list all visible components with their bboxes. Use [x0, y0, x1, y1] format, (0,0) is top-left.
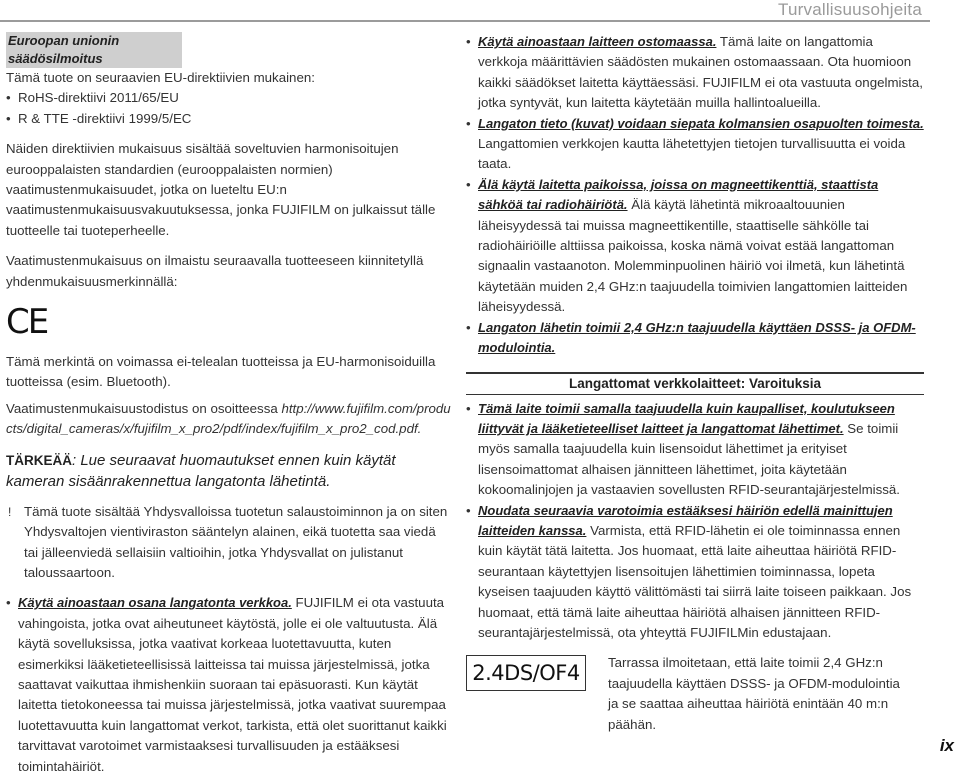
label-description: Tarrassa ilmoitetaan, että laite toimii 2,4 GHz:n taajuudella käyttäen DSSS- ja OFDM-modulointia ja se saattaa aiheuttaa häiriötä enintään 40 m:n päähän.: [608, 655, 900, 732]
label-info: [466, 653, 924, 735]
declaration-url: http://www.fujifilm.com/products/digital_cameras/x/fujifilm_x_pro2/pdf/index/fujifilm_x_pro2_cod.pdf.: [6, 400, 451, 437]
warnings-title: Langattomat verkkolaitteet: Varoituksia: [466, 372, 924, 395]
bullet-dot-icon: •: [6, 595, 11, 611]
ce-mark-logo: CE: [6, 302, 48, 343]
export-note: ! Tämä tuote sisältää Yhdysvalloissa tuotetun salaustoiminnon ja on siten Yhdysvaltojen vientiviraston sääntelyn alainen, eikä tuotetta saa viedä tai jälleenviedä sellaisiin valtioihin, jotka Yhdysvallat on julistanut taloussaartoon.: [6, 502, 452, 584]
frequency-label-badge: 2.4DS/OF4: [466, 655, 586, 691]
marking-validity: Tämä merkintä on voimassa ei-telealan tuotteissa ja EU-harmonisoiduilla tuotteissa (esim. Bluetooth).: [6, 354, 436, 390]
right-column: [466, 32, 924, 735]
compliance-paragraph: Näiden direktiivien mukaisuus sisältää soveltuvien harmonisoitujen eurooppalaisten standardien (eurooppalaisten normien) vaatimustenmukaisuudet, jotka on lueteltu EU:n vaatimustenmukaisuusvakuutuksessa, jonka FUJIFILM on julkaissut tälle tuotteelle tai tuoteperheelle.: [6, 141, 436, 238]
list-item: • Langaton tieto (kuvat) voidaan siepata kolmansien osapuolten toimesta. Langattomien verkkojen kautta lähetettyjen tietojen turvallisuutta ei voida taata.: [466, 114, 924, 175]
eu-heading: Euroopan unionin säädösilmoitus: [6, 32, 182, 68]
list-item: • Tämä laite toimii samalla taajuudella kuin kaupalliset, koulutukseen liittyvät ja lääketieteelliset laitteet ja langattomat lähettimet. Se toimii myös samalla taajuudella kuin lisensoidut lähettimet ja erityiset lisensoimattomat alhaisen jännitteen lähettimet, joita käytetään kokoomalinjojen ja vastaavien sovellusten RFID-seurantajärjestelmissä.: [466, 399, 924, 501]
left-column: [6, 32, 452, 777]
bullet-dot-icon: •: [466, 502, 471, 518]
section-title: Turvallisuusohjeita: [778, 0, 922, 19]
intro-text: Tämä tuote on seuraavien EU-direktiivien mukainen:: [6, 70, 315, 85]
declaration-paragraph: Vaatimustenmukaisuustodistus on osoitteessa http://www.fujifilm.com/products/digital_cameras/x/fujifilm_x_pro2/pdf/index/fujifilm_x_pro2_cod.pdf.: [6, 400, 451, 437]
caution-icon: !: [8, 504, 12, 519]
list-item: • Langaton lähetin toimii 2,4 GHz:n taajuudella käyttäen DSSS- ja OFDM-modulointia.: [466, 318, 924, 359]
list-item: • Noudata seuraavia varotoimia estääksesi häiriön edellä mainittujen laitteiden kanssa. Varmista, että RFID-lähetin ei ole toiminnassa ennen kuin käytät tätä laitetta. Jos huomaat, että laite aiheuttaa häiriötä RFID-seurantaan käytettyjen lisensoitujen lähettimien toiminnassa, lopeta kyseisen taajuuden käyttö välittömästi tai siirrä laite toiseen paikkaan. Jos huomaat, että tämä laite aiheuttaa häiriötä alhaisen jännitteen RFID-seurantajärjestelmissä, ota yhteyttä FUJIFILMin edustajaan.: [466, 501, 924, 644]
bullet-dot-icon: •: [466, 319, 471, 335]
bullet-dot-icon: •: [6, 110, 11, 126]
list-item: • Älä käytä laitetta paikoissa, joissa on magneettikenttiä, staattista sähköä tai radiohäiriötä. Älä käytä lähetintä mikroaaltouunien läheisyydessä tai muissa magneettikentille, staattiselle sähkölle tai radiohäiriöille alttiissa paikoissa, koska nämä voivat estää langattoman signaalin vastaanoton. Molemminpuolinen häiriö voi ilmetä, kun lähetintä käytetään muiden 2,4 GHz:n taajuudella toimivien langattomien laitteiden läheisyydessä.: [466, 175, 924, 318]
bullet-dot-icon: •: [6, 90, 11, 106]
bullet-dot-icon: •: [466, 400, 471, 416]
important-notice: TÄRKEÄÄ: Lue seuraavat huomautukset ennen kuin käytät kameran sisäänrakennettua langatonta lähetintä.: [6, 451, 396, 490]
bullet-dot-icon: •: [466, 34, 471, 49]
bullet-dot-icon: •: [466, 115, 471, 131]
page-number: ix: [939, 735, 954, 755]
marking-paragraph: Vaatimustenmukaisuus on ilmaistu seuraavalla tuotteeseen kiinnitetyllä yhdenmukaisuusmerkinnällä:: [6, 253, 424, 289]
list-item: • Käytä ainoastaan laitteen ostomaassa. Tämä laite on langattomia verkkoja määrittävien säädösten mukainen ostomaassaan. Ota huomioon kaikki säädökset laitetta käyttäessäsi. FUJIFILM ei ota vastuuta ongelmista, jotka syntyvät, kun laitetta käytetään muilla hallintoalueilla.: [466, 32, 924, 114]
important-label: TÄRKEÄÄ: [6, 452, 72, 468]
bullet-dot-icon: •: [466, 176, 471, 192]
network-bullet: • Käytä ainoastaan osana langatonta verkkoa. FUJIFILM ei ota vastuuta vahingoista, jotka ovat aiheutuneet käytöstä, jolle ei ole valtuutusta. Älä käytä sovelluksissa, jotka vaativat korkeaa luotettavuutta, kuten esimerkiksi lääketieteellisissä laitteissa tai muissa järjestelmissä, jotka saattavat vaikuttaa ihmishenkiin suoraan tai epäsuorasti. Kun käytät laitetta tietokoneessa tai muissa järjestelmissä, jotka vaativat suurempaa luotettavuutta kuin langattomat verkot, tarkista, että olet suorittanut kaikki tarvittavat varotoimet varmistaaksesi turvallisuuden ja estääksesi toimintahäiriöt.: [6, 593, 452, 777]
directive-item: • R & TTE -direktiivi 1999/5/EC: [6, 109, 452, 129]
directive-item: • RoHS-direktiivi 2011/65/EU: [6, 88, 452, 108]
